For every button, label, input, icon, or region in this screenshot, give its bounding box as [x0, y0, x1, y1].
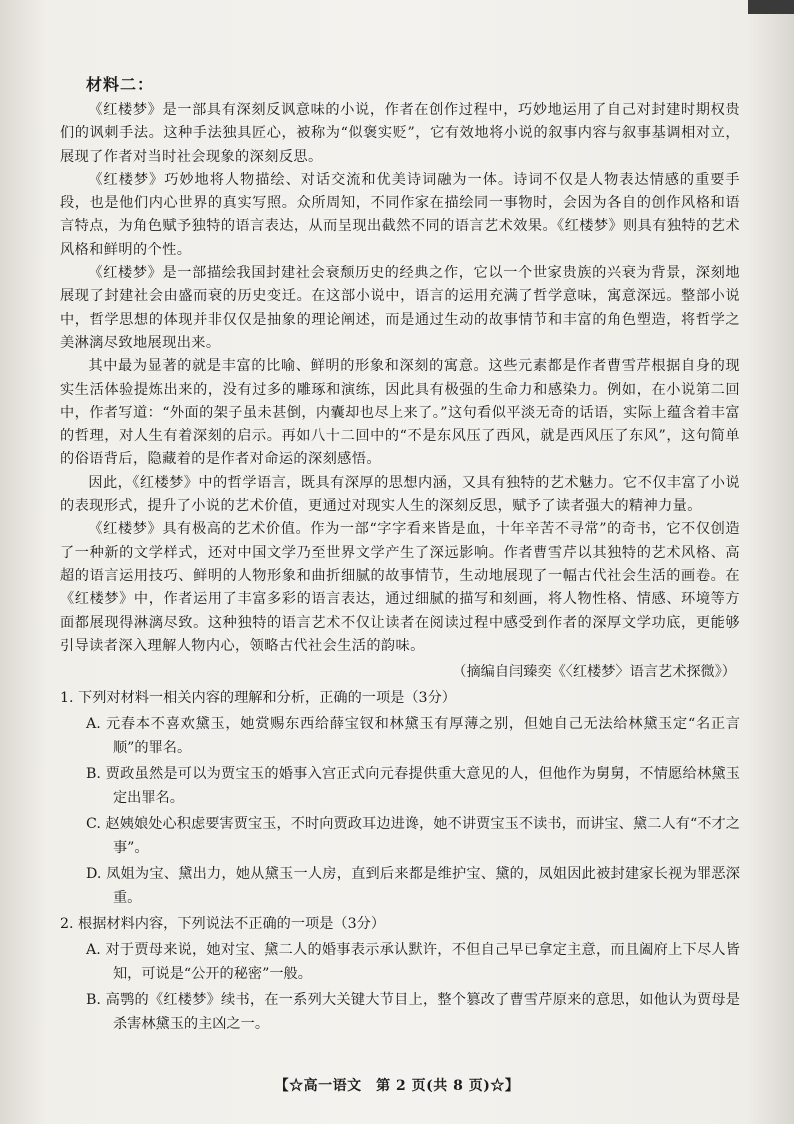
question-1-option-c: C. 赵姨娘处心积虑要害贾宝玉，不时向贾政耳边进谗，她不讲贾宝玉不读书，而讲宝、黛二人有“不才之事”。 [86, 816, 740, 856]
document-body [60, 72, 740, 1036]
page-footer: 【☆高一语文 第 2 页(共 8 页)☆】 [274, 1078, 520, 1094]
paragraph-3: 《红楼梦》是一部描绘我国封建社会衰颓历史的经典之作，它以一个世家贵族的兴衰为背景，深刻地展现了封建社会由盛而衰的历史变迁。在这部小说中，语言的运用充满了哲学意味，寓意深远。整部小说中，哲学思想的体现并非仅仅是抽象的理论阐述，而是通过生动的故事情节和丰富的角色塑造，将哲学之美淋漓尽致地展现出来。 [60, 265, 740, 351]
paragraph-1: 《红楼梦》是一部具有深刻反讽意味的小说，作者在创作过程中，巧妙地运用了自己对封建时期权贵们的讽刺手法。这种手法独具匠心，被称为“似褒实贬”，它有效地将小说的叙事内容与叙事基调相对立，展现了作者对当时社会现象的深刻反思。 [60, 102, 740, 165]
question-2-option-b: B. 高鹗的《红楼梦》续书，在一系列大关键大节目上，整个篡改了曹雪芹原来的意思，如他认为贾母是杀害林黛玉的主凶之一。 [86, 992, 740, 1032]
question-1-stem: 1. 下列对材料一相关内容的理解和分析，正确的一项是（3分） [60, 690, 456, 707]
paragraph-4: 其中最为显著的就是丰富的比喻、鲜明的形象和深刻的寓意。这些元素都是作者曹雪芹根据自身的现实生活体验提炼出来的，没有过多的雕琢和演练，因此具有极强的生命力和感染力。例如，在小说第二回中，作者写道：“外面的架子虽未甚倒，内囊却也尽上来了。”这句看似平淡无奇的话语，实际上蕴含着丰富的哲理，对人生有着深刻的启示。再如八十二回中的“不是东风压了西风，就是西风压了东风”，这句简单的俗语背后，隐藏着的是作者对命运的深刻感悟。 [60, 358, 740, 468]
paragraph-6: 《红楼梦》具有极高的艺术价值。作为一部“字字看来皆是血，十年辛苦不寻常”的奇书，它不仅创造了一种新的文学样式，还对中国文学乃至世界文学产生了深远影响。作者曹雪芹以其独特的艺术风格、高超的语言运用技巧、鲜明的人物形象和曲折细腻的故事情节，生动地展现了一幅古代社会生活的画卷。在《红楼梦》中，作者运用了丰富多彩的语言表达，通过细腻的描写和刻画，将人物性格、情感、环境等方面都展现得淋漓尽致。这种独特的语言艺术不仅让读者在阅读过程中感受到作者的深厚文学功底，更能够引导读者深入理解人物内心，领略古代社会生活的韵味。 [60, 521, 740, 654]
material-heading: 材料二： [86, 75, 155, 94]
question-1-option-b: B. 贾政虽然是可以为贾宝玉的婚事入宫正式向元春提供重大意见的人，但他作为舅舅，不情愿给林黛玉定出罪名。 [86, 766, 740, 806]
question-2-option-a: A. 对于贾母来说，她对宝、黛二人的婚事表示承认默许，不但自己早已拿定主意，而且阖府上下尽人皆知，可说是“公开的秘密”一般。 [86, 942, 740, 982]
paragraph-5: 因此，《红楼梦》中的哲学语言，既具有深厚的思想内涵，又具有独特的艺术魅力。它不仅丰富了小说的表现形式，提升了小说的艺术价值，更通过对现实人生的深刻反思，赋予了读者强大的精神力量。 [60, 474, 740, 515]
question-2-stem: 2. 根据材料内容，下列说法不正确的一项是（3分） [60, 916, 386, 933]
corner-scan-mark [748, 0, 794, 14]
question-2 [60, 912, 740, 1036]
source-citation: （摘编自闫臻奕《〈红楼梦〉语言艺术探微》） [452, 664, 736, 681]
question-1-option-d: D. 凤姐为宝、黛出力，她从黛玉一人房，直到后来都是维护宝、黛的，凤姐因此被封建家长视为罪恶深重。 [86, 866, 740, 906]
question-1 [60, 686, 740, 910]
paragraph-2: 《红楼梦》巧妙地将人物描绘、对话交流和优美诗词融为一体。诗词不仅是人物表达情感的重要手段，也是他们内心世界的真实写照。众所周知，不同作家在描绘同一事物时，会因为各自的创作风格和语言特点，为角色赋予独特的语言表达，从而呈现出截然不同的语言艺术效果。《红楼梦》则具有独特的艺术风格和鲜明的个性。 [60, 171, 740, 258]
question-1-option-a: A. 元春本不喜欢黛玉，她赏赐东西给薛宝钗和林黛玉有厚薄之别，但她自己无法给林黛玉定“名正言顺”的罪名。 [86, 716, 740, 756]
